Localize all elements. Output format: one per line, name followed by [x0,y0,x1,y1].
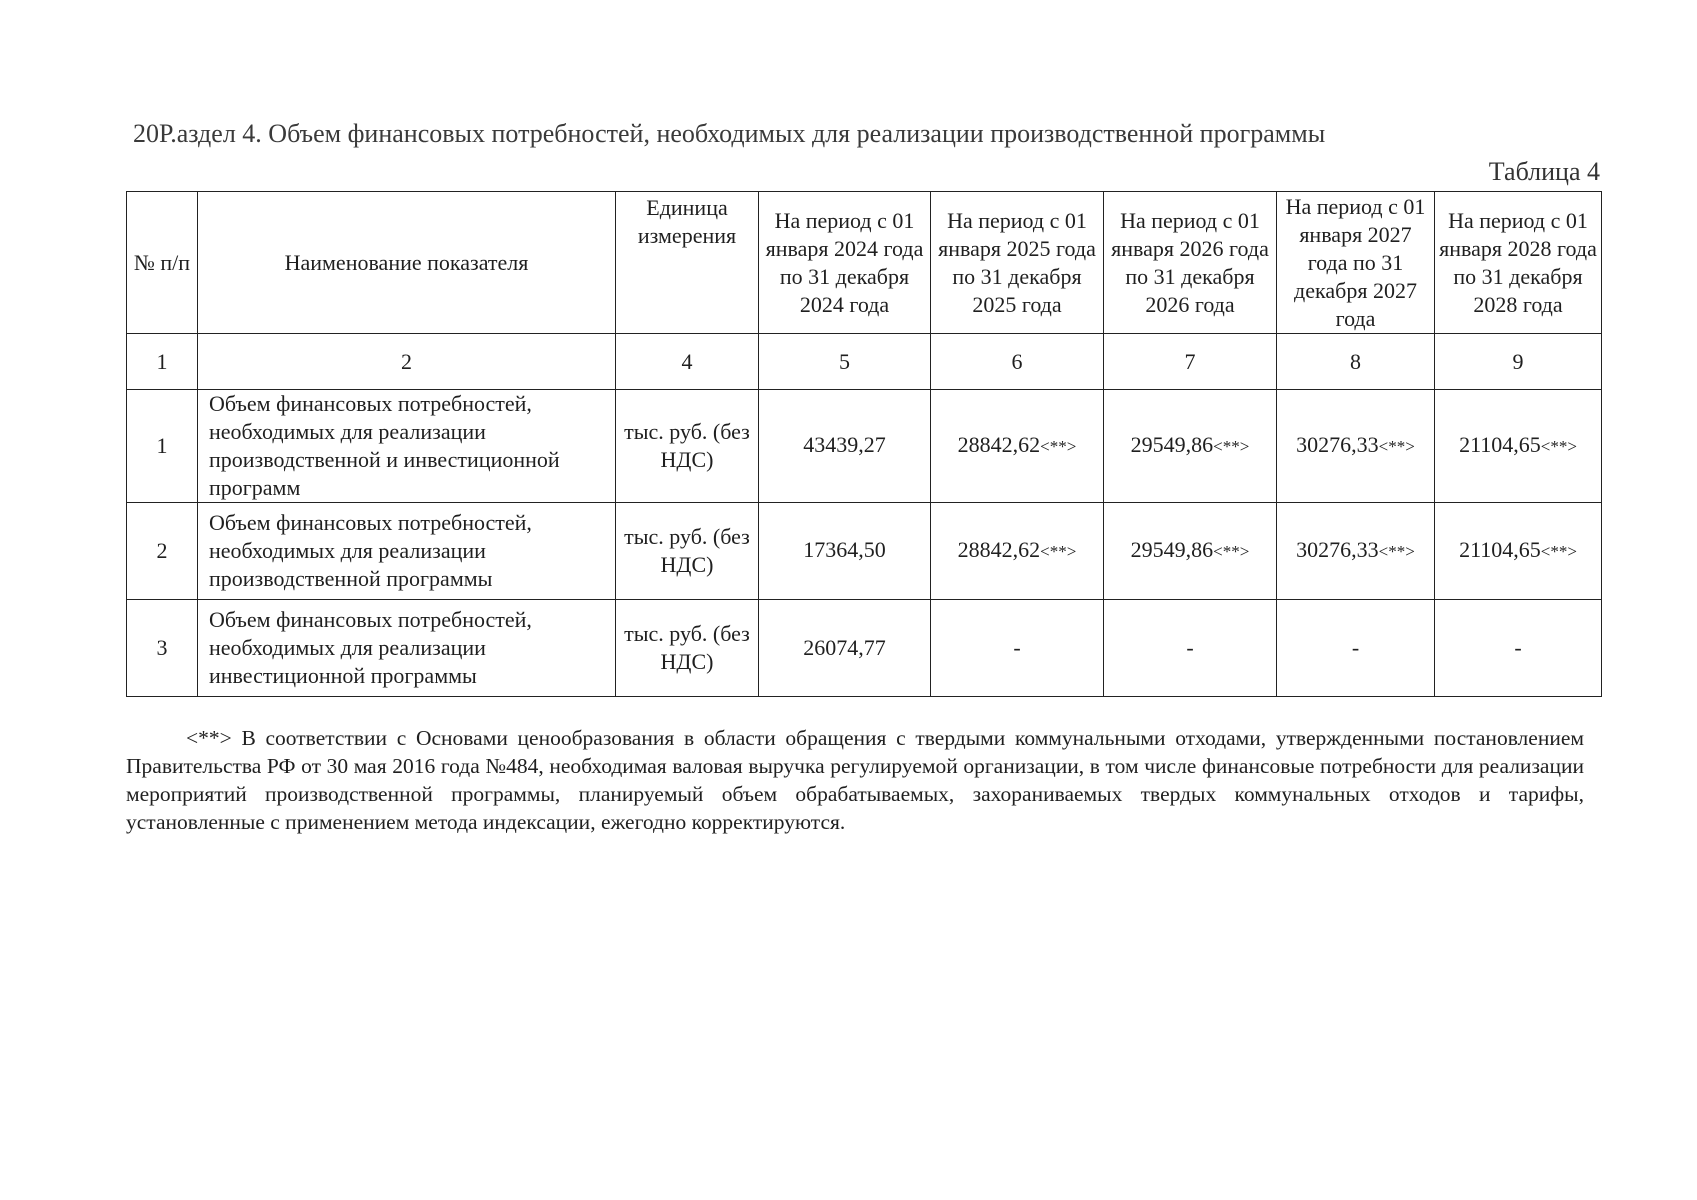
value: 17364,50 [803,537,886,562]
table-row [127,600,1602,697]
value-cell [931,390,1104,503]
value-cell [931,600,1104,697]
value-cell [1435,503,1602,600]
column-number: 9 [1435,334,1602,390]
row-unit: тыс. руб. (без НДС) [616,390,759,503]
column-number: 4 [616,334,759,390]
table-row [127,503,1602,600]
header-unit: Единица измерения [616,192,759,334]
column-number-row [127,334,1602,390]
row-unit: тыс. руб. (без НДС) [616,600,759,697]
table-caption: Таблица 4 [1488,157,1600,186]
column-number: 8 [1277,334,1435,390]
row-name: Объем финансовых потребностей, необходимых для реализации инвестиционной программы [198,600,616,697]
value: - [1186,635,1194,660]
value-cell [1104,600,1277,697]
row-name: Объем финансовых потребностей, необходимых для реализации производственной и инвестиционной программ [198,390,616,503]
row-name: Объем финансовых потребностей, необходимых для реализации производственной программы [198,503,616,600]
row-num: 1 [127,390,198,503]
footnote-mark: <**> [1540,437,1577,456]
section-title: 20Р.аздел 4. Объем финансовых потребностей, необходимых для реализации производственной программы [133,119,1326,148]
column-number: 5 [759,334,931,390]
value-cell [759,390,931,503]
value-cell [1277,503,1435,600]
header-period-2025: На период с 01 января 2025 года по 31 декабря 2025 года [931,192,1104,334]
value: 30276,33 [1296,432,1379,457]
footnote-mark: <**> [1040,542,1077,561]
row-num: 2 [127,503,198,600]
header-period-2026: На период с 01 января 2026 года по 31 декабря 2026 года [1104,192,1277,334]
footnote-text: <**> В соответствии с Основами ценообразования в области обращения с твердыми коммунальными отходами, утвержденными постановлением Правительства РФ от 30 мая 2016 года №484, необходимая валовая выручка регулируемой организации, в том числе финансовые потребности для реализации мероприятий производственной программы, планируемый объем обрабатываемых, захораниваемых твердых коммунальных отходов и тарифы, установленные с применением метода индексации, ежегодно корректируются. [126,726,1584,834]
value: 29549,86 [1130,537,1214,562]
value-cell [759,600,931,697]
value-cell [759,503,931,600]
footnote-mark: <**> [1040,437,1077,456]
value: 28842,62 [957,537,1041,562]
footnote-mark: <**> [1378,437,1415,456]
column-number: 7 [1104,334,1277,390]
header-period-2027: На период с 01 января 2027 года по 31 декабря 2027 года [1277,192,1435,334]
column-number: 2 [198,334,616,390]
column-number: 6 [931,334,1104,390]
footnote-mark: <**> [1213,542,1250,561]
row-unit: тыс. руб. (без НДС) [616,503,759,600]
header-num: № п/п [127,192,198,334]
value: - [1013,635,1021,660]
footnote-mark: <**> [1378,542,1415,561]
value: 28842,62 [957,432,1041,457]
value: - [1351,635,1360,660]
table-row [127,390,1602,503]
value-cell [931,503,1104,600]
header-period-2024: На период с 01 января 2024 года по 31 декабря 2024 года [759,192,931,334]
row-num: 3 [127,600,198,697]
table-header-row [127,192,1602,334]
value-cell [1104,503,1277,600]
value: 21104,65 [1459,537,1541,562]
value: 30276,33 [1296,537,1379,562]
value-cell [1277,390,1435,503]
footnote-mark: <**> [1213,437,1250,456]
footnote-mark: <**> [1540,542,1577,561]
financial-needs-table [126,191,1602,697]
value: 21104,65 [1459,432,1541,457]
column-number: 1 [127,334,198,390]
value: 43439,27 [803,432,886,457]
value-cell [1277,600,1435,697]
value: - [1514,635,1522,660]
value: 26074,77 [803,635,886,660]
value: 29549,86 [1130,432,1214,457]
header-period-2028: На период с 01 января 2028 года по 31 декабря 2028 года [1435,192,1602,334]
value-cell [1435,390,1602,503]
header-name: Наименование показателя [198,192,616,334]
value-cell [1104,390,1277,503]
value-cell [1435,600,1602,697]
